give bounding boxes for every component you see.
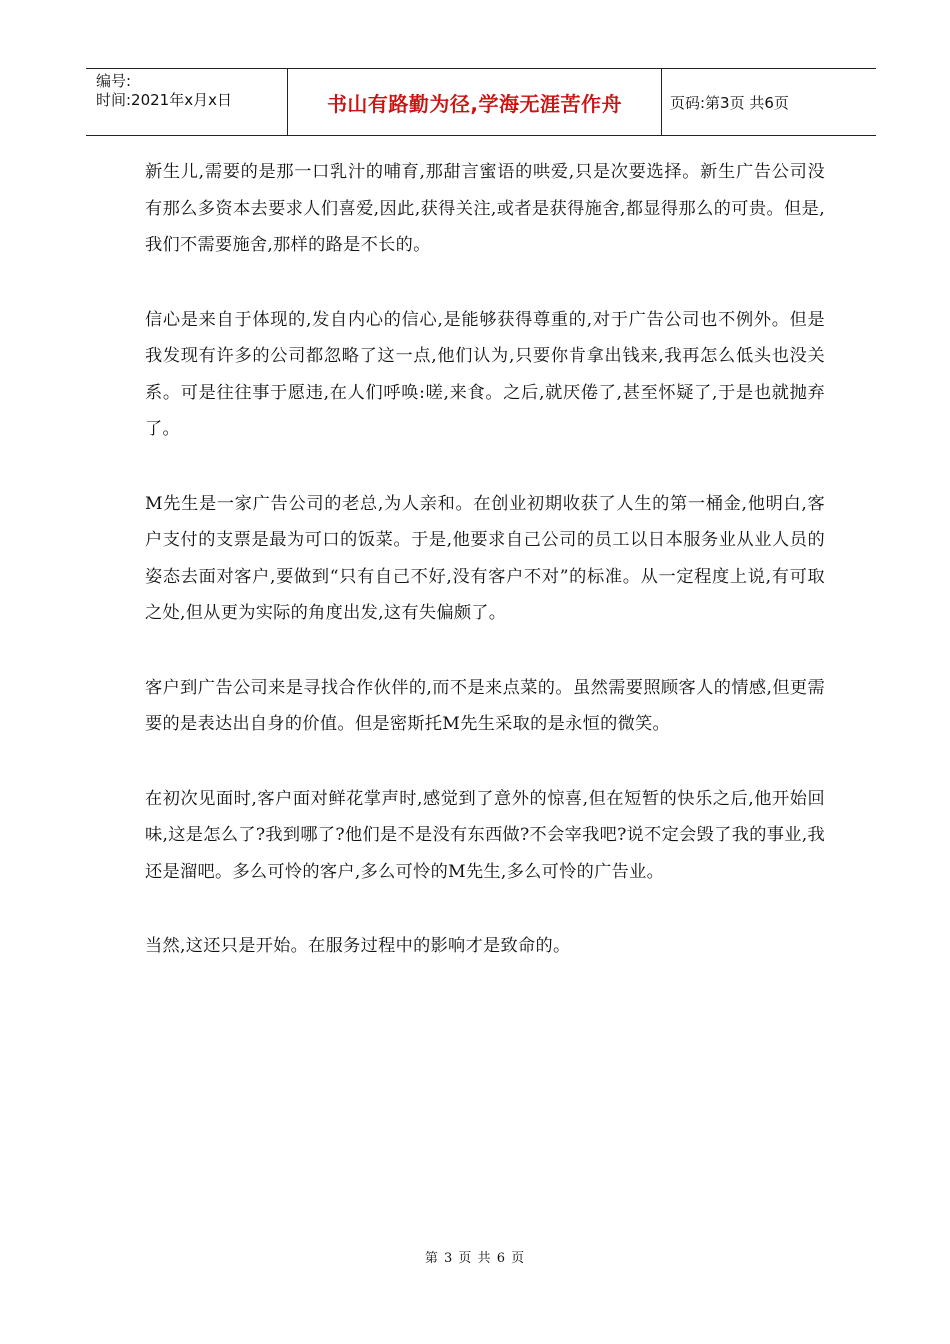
paragraph: 在初次见面时,客户面对鲜花掌声时,感觉到了意外的惊喜,但在短暂的快乐之后,他开始回味,这是怎么了?我到哪了?他们是不是没有东西做?不会宰我吧?说不定会毁了我的事业,我还是溜吧。多么可怜的客户,多么可怜的M先生,多么可怜的广告业。 (145, 788, 825, 882)
page-header (86, 68, 876, 136)
time-label: 时间:2021年x月x日 (96, 91, 232, 109)
header-page-info: 页码:第3页 共6页 (670, 93, 789, 112)
header-meta (86, 69, 288, 135)
paragraph: 客户到广告公司来是寻找合作伙伴的,而不是来点菜的。虽然需要照顾客人的情感,但更需要的是表达出自身的价值。但是密斯托M先生采取的是永恒的微笑。 (145, 677, 825, 734)
paragraph: 当然,这还只是开始。在服务过程中的影响才是致命的。 (145, 936, 571, 956)
serial-label: 编号: (96, 72, 132, 90)
header-motto: 书山有路勤为径,学海无涯苦作舟 (326, 91, 623, 116)
paragraph: M先生是一家广告公司的老总,为人亲和。在创业初期收获了人生的第一桶金,他明白,客户支付的支票是最为可口的饭菜。于是,他要求自己公司的员工以日本服务业从业人员的姿态去面对客户,要做到“只有自己不好,没有客户不对”的标准。从一定程度上说,有可取之处,但从更为实际的角度出发,这有失偏颇了。 (145, 493, 825, 623)
page-footer: 第 3 页 共 6 页 (424, 1251, 526, 1266)
header-motto-cell (288, 69, 662, 135)
paragraph: 信心是来自于体现的,发自内心的信心,是能够获得尊重的,对于广告公司也不例外。但是我发现有许多的公司都忽略了这一点,他们认为,只要你肯拿出钱来,我再怎么低头也没关系。可是往往事于愿违,在人们呼唤:嗟,来食。之后,就厌倦了,甚至怀疑了,于是也就抛弃了。 (145, 309, 825, 439)
document-body (145, 154, 825, 1003)
paragraph: 新生儿,需要的是那一口乳汁的哺育,那甜言蜜语的哄爱,只是次要选择。新生广告公司没有那么多资本去要求人们喜爱,因此,获得关注,或者是获得施舍,都显得那么的可贵。但是,我们不需要施舍,那样的路是不长的。 (145, 162, 825, 255)
